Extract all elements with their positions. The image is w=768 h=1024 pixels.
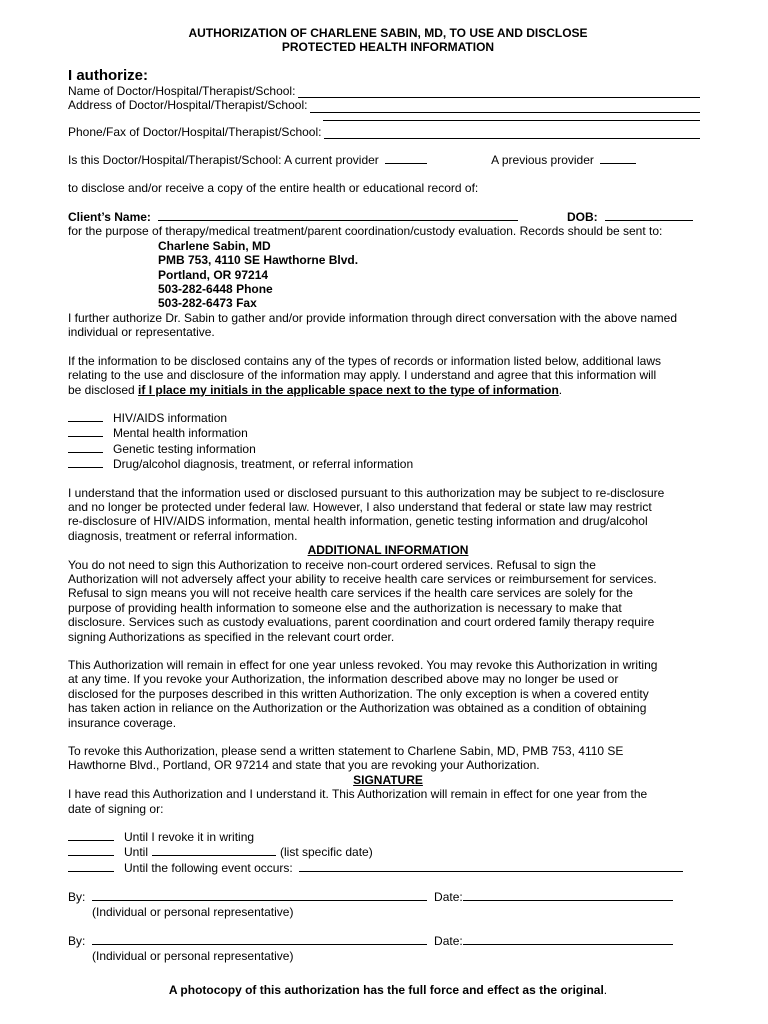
previous-provider-blank[interactable] [600,152,636,164]
effect-line-3: disclosed for the purposes described in this written Authorization. The only exception is when a covered entity [68,686,649,701]
name-field-row [68,84,700,98]
duration-option-date-suffix: (list specific date) [280,845,373,860]
effect-line-1: This Authorization will remain in effect for one year unless revoked. You may revoke this Authorization in writing [68,658,658,672]
dob-label: DOB: [566,210,598,225]
send-to-phone: 503-282-6448 Phone [158,282,273,297]
disclose-line: to disclose and/or receive a copy of the entire health or educational record of: [68,180,479,195]
additional-laws-prefix: be disclosed [68,382,139,397]
authorization-form [68,26,708,997]
effect-line-5: insurance coverage. [68,715,177,730]
redisclosure-line-3: re-disclosure of HIV/AIDS information, mental health information, genetic testing information and drug/alcohol [68,514,648,529]
additional-info-line-1: You do not need to sign this Authorization to receive non-court ordered services. Refusal to sign the [68,557,596,572]
date-input-2[interactable] [463,933,673,945]
initials-instruction: if I place my initials in the applicable space next to the type of information [138,382,559,397]
redisclosure-line-1: I understand that the information used or disclosed pursuant to this authorization may be subject to re-disclosure [68,485,665,500]
address-field-label: Address of Doctor/Hospital/Therapist/School: [68,98,308,113]
record-type-drug-label: Drug/alcohol diagnosis, treatment, or referral information [113,457,414,472]
provider-question-label: Is this Doctor/Hospital/Therapist/School: A current provider [68,153,379,168]
redisclosure-line-2: and no longer be protected under federal law. However, I also understand that federal or state law may restrict [68,499,652,514]
photocopy-notice-text: A photocopy of this authorization has the full force and effect as the original [168,982,604,997]
signature-heading: SIGNATURE [353,772,423,787]
record-type-mental [68,425,708,440]
revoke-line-2: Hawthorne Blvd., Portland, OR 97214 and state that you are revoking your Authorization. [68,758,540,773]
initials-blank-drug[interactable] [68,456,103,468]
form-title-line-1: AUTHORIZATION OF CHARLENE SABIN, MD, TO USE AND DISCLOSE [188,26,588,40]
client-name-label: Client’s Name: [68,210,151,225]
duration-option-date [68,844,708,859]
record-type-mental-label: Mental health information [113,426,248,441]
effect-line-2: at any time. If you revoke your Authorization, the information described above may no longer be used or [68,672,619,687]
address-field-input[interactable] [310,101,700,113]
event-input[interactable] [299,860,683,872]
previous-provider-label: A previous provider [491,153,594,168]
additional-laws-line-2: relating to the use and disclosure of the information may apply. I understand and agree that this information will [68,368,657,383]
additional-info-heading: ADDITIONAL INFORMATION [307,543,469,558]
additional-laws-line-3 [68,383,708,397]
photocopy-notice [68,983,708,997]
initials-blank-genetic[interactable] [68,441,103,453]
form-title-line-2: PROTECTED HEALTH INFORMATION [281,40,495,54]
duration-option-event [68,860,708,875]
further-authorize-line-2: individual or representative. [68,325,215,340]
name-field-label: Name of Doctor/Hospital/Therapist/School: [68,84,296,98]
effect-line-4: has taken action in reliance on the Authorization or the Authorization was obtained as a condition of obtaining [68,701,647,716]
phone-field-label: Phone/Fax of Doctor/Hospital/Therapist/School: [68,124,322,139]
signature-row-1 [68,889,708,904]
by-label-2: By: [68,934,86,949]
additional-laws-line-1: If the information to be disclosed contains any of the types of records or information listed below, additional laws [68,353,661,368]
initials-blank-hiv[interactable] [68,410,103,422]
duration-option-revoke [68,829,708,844]
specific-date-input[interactable] [152,844,276,856]
additional-laws-suffix: . [558,382,563,397]
record-type-genetic-label: Genetic testing information [113,441,256,456]
signer-caption-2: (Individual or personal representative) [92,948,294,963]
dob-input[interactable] [605,209,693,221]
signer-caption-1: (Individual or personal representative) [92,904,294,919]
additional-info-line-5: disclosure. Services such as custody evaluations, parent coordination and court ordered family therapy require [68,615,655,630]
revoke-line-1: To revoke this Authorization, please send a written statement to Charlene Sabin, MD, PMB 753, 4110 SE [68,744,624,759]
authorize-heading: I authorize: [68,67,149,84]
date-label-1: Date: [434,890,463,905]
send-to-name: Charlene Sabin, MD [158,238,271,253]
photocopy-notice-period: . [603,982,608,997]
record-type-genetic [68,441,708,456]
purpose-line: for the purpose of therapy/medical treatment/parent coordination/custody evaluation. Records should be sent to: [68,224,663,239]
duration-blank-event[interactable] [68,860,114,872]
additional-info-line-3: Refusal to sign means you will not receive health care services if the health care services are solely for the [68,586,633,601]
signature-para-line-2: date of signing or: [68,801,164,816]
signature-input-1[interactable] [92,889,427,901]
duration-option-date-prefix: Until [124,845,149,860]
address-field-row [68,98,700,112]
provider-question-row [68,152,708,167]
send-to-city: Portland, OR 97214 [158,267,269,282]
record-type-drug [68,456,708,471]
send-to-fax: 503-282-6473 Fax [158,296,257,311]
name-field-input[interactable] [298,86,700,98]
record-type-hiv [68,410,708,425]
client-name-input[interactable] [158,209,518,221]
phone-field-input[interactable] [324,127,700,139]
initials-blank-mental[interactable] [68,425,103,437]
duration-option-event-label: Until the following event occurs: [124,860,293,875]
phone-field-row [68,125,700,139]
duration-blank-date[interactable] [68,844,114,856]
record-type-hiv-label: HIV/AIDS information [113,410,228,425]
client-row [68,209,708,224]
date-input-1[interactable] [463,889,673,901]
signature-para-line-1: I have read this Authorization and I understand it. This Authorization will remain in effect for one year from the [68,787,648,802]
additional-info-line-6: signing Authorizations as specified in the relevant court order. [68,629,395,644]
duration-option-revoke-label: Until I revoke it in writing [124,830,255,845]
additional-info-line-4: purpose of providing health information to someone else and the authorization is necessary to make that [68,600,622,615]
date-label-2: Date: [434,934,463,949]
signature-row-2 [68,933,708,948]
by-label-1: By: [68,890,86,905]
send-to-street: PMB 753, 4110 SE Hawthorne Blvd. [158,253,359,268]
redisclosure-line-4: diagnosis, treatment or referral information. [68,528,298,543]
additional-info-line-2: Authorization will not adversely affect your ability to receive health care services or reimbursement for services. [68,571,657,586]
current-provider-blank[interactable] [385,152,427,164]
further-authorize-line-1: I further authorize Dr. Sabin to gather and/or provide information through direct conversation with the above named [68,310,678,325]
signature-input-2[interactable] [92,933,427,945]
duration-blank-revoke[interactable] [68,829,114,841]
